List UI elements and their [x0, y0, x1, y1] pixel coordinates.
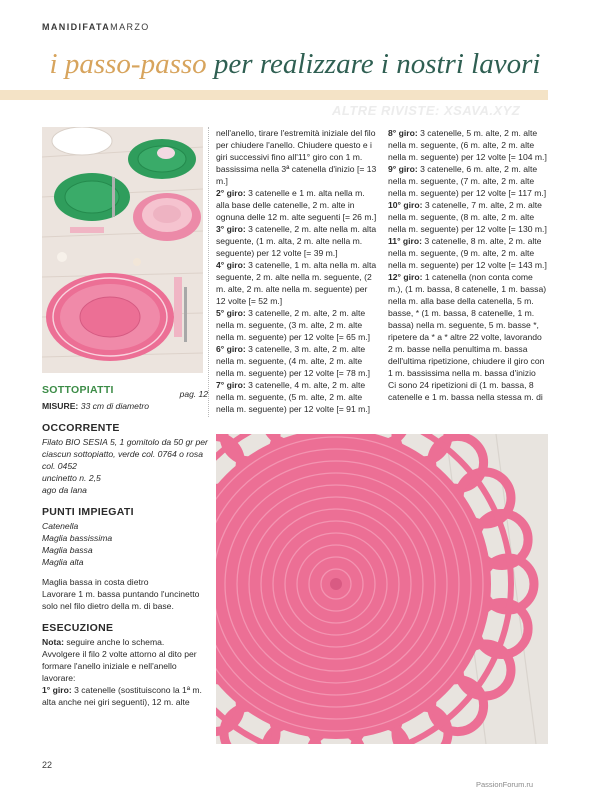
round-text: 3 catenelle (sostituiscono la 1ª m. alta anche nei giri seguenti), 12 m. alte: [42, 685, 202, 707]
occorrente-line: ago da lana: [42, 485, 87, 495]
column-divider: [208, 127, 209, 417]
round-text: 3 catenelle, 3 m. alte, 2 m. alte nella m. seguente, (4 m. alte, 2 m. alte nella m. seguente) per 12 volte [= 78 m.]: [216, 344, 371, 378]
round-label: 3° giro:: [216, 224, 246, 234]
round-text: 3 catenelle e 1 m. alta nella m. alla base delle catenelle, 2 m. alte in ognuna delle 12 m. alte seguenti [= 26 m.]: [216, 188, 377, 222]
page-number: 22: [42, 760, 53, 770]
round-6: [216, 343, 379, 379]
round-text: 3 catenelle, 4 m. alte, 2 m. alte nella m. seguente, (5 m. alte, 2 m. alte nella m. seguente) per 12 volte [= 91 m.]: [216, 380, 371, 414]
round-label: 7° giro:: [216, 380, 246, 390]
round-label: 6° giro:: [216, 344, 246, 354]
instructions-column-right: [388, 127, 548, 403]
round-label: 1° giro:: [42, 685, 72, 695]
round-label: 11° giro:: [388, 236, 423, 246]
stitch-item: Maglia bassissima: [42, 533, 113, 543]
round-2: [216, 187, 379, 223]
esecuzione-title: ESECUZIONE: [42, 622, 114, 634]
occorrente-line: Filato BIO SESIA 5, 1 gomitolo da 50 gr per ciascun sottopiatto, verde col. 0764 o rosa col. 0452: [42, 437, 208, 471]
project-title: SOTTOPIATTI: [42, 384, 114, 396]
instructions-intro: nell'anello, tirare l'estremità iniziale del filo per chiudere l'anello. Chiudere questo e i giri successivi fino all'11° giro con 1 m. bassissima nella 3ª catenella d'inizio [= 13 m.]: [216, 128, 377, 186]
occorrente-line: uncinetto n. 2,5: [42, 473, 101, 483]
punti-title: PUNTI IMPIEGATI: [42, 506, 134, 518]
table-setting-illustration: [42, 127, 203, 373]
brand-month: MARZO: [110, 22, 150, 32]
round-label: 12° giro:: [388, 272, 423, 282]
round-5: [216, 307, 379, 343]
stitch-item: Catenella: [42, 521, 79, 531]
pink-doily-photo: [216, 434, 548, 744]
page-reference: pag. 12: [179, 389, 208, 399]
round-1: [42, 684, 208, 708]
stitch-item: Maglia bassa: [42, 545, 93, 555]
note-text: seguire anche lo schema.: [63, 637, 165, 647]
round-7: [216, 379, 379, 415]
headline-rest: per realizzare i nostri lavori: [206, 48, 541, 80]
round-text: 3 catenelle, 1 m. alta nella m. alta seguente, 2 m. alte nella m. seguente, (2 m. alte, 2 m. alte nella m. seguente) per 12 volte [= 52 m.]: [216, 260, 377, 306]
note-label: Nota:: [42, 637, 64, 647]
costa-text: Lavorare 1 m. bassa puntando l'uncinetto solo nel filo dietro della m. di base.: [42, 589, 200, 611]
brand-name: MANIDIFATA: [42, 22, 111, 32]
materials-column: [42, 384, 208, 708]
round-8: [388, 127, 548, 163]
round-text: 3 catenelle, 7 m. alte, 2 m. alte nella m. seguente, (8 m. alte, 2 m. alte nella m. seguente) per 12 volte [= 130 m.]: [388, 200, 547, 234]
occorrente-title: OCCORRENTE: [42, 422, 120, 434]
measurements: [42, 400, 208, 412]
pink-doily-illustration: [216, 434, 548, 744]
round-10: [388, 199, 548, 235]
esecuzione-text: Avvolgere il filo 2 volte attorno al dito per formare l'anello iniziale e nell'anello lavorare:: [42, 649, 197, 683]
headline-band: [0, 90, 548, 100]
round-label: 10° giro:: [388, 200, 423, 210]
page-headline: [0, 48, 590, 81]
stitch-item: Maglia alta: [42, 557, 84, 567]
measure-value: 33 cm di diametro: [80, 401, 149, 411]
round-3: [216, 223, 379, 259]
watermark: ALTRE RIVISTE: XSAVA.XYZ: [332, 103, 521, 118]
headline-accent: i passo-passo: [49, 48, 207, 80]
magazine-brand: [42, 22, 150, 32]
round-9: [388, 163, 548, 199]
site-watermark: PassionForum.ru: [476, 780, 534, 789]
instructions-tail: Ci sono 24 ripetizioni di (1 m. bassa, 8 catenelle e 1 m. bassa nella stessa m. di: [388, 380, 543, 402]
round-label: 8° giro:: [388, 128, 418, 138]
round-12: [388, 271, 548, 379]
note: [42, 636, 208, 648]
measure-label: MISURE:: [42, 401, 79, 411]
round-text: 3 catenelle, 5 m. alte, 2 m. alte nella m. seguente, (6 m. alte, 2 m. alte nella m. seguente) per 12 volte [= 104 m.]: [388, 128, 547, 162]
round-label: 2° giro:: [216, 188, 246, 198]
round-text: 1 catenella (non conta come m.), (1 m. bassa, 8 catenelle, 1 m. bassa) nella m. alla base della catenella, 5 m. basse, * (1 m. bassa, 8 catenelle, 1 m. bassa) nella m. seguente, 5 m. basse *, ripetere da * a * altre 22 volte, lavorando 2 m. basse nella penultima m. bassa dell'ultima ripetizione, chiudere il giro con 1 m. bassissima nella m. bassa d'inizio: [388, 272, 547, 378]
round-text: 3 catenelle, 8 m. alte, 2 m. alte nella m. seguente, (9 m. alte, 2 m. alte nella m. seguente) per 12 volte [= 143 m.]: [388, 236, 547, 270]
instructions-column-middle: [216, 127, 379, 415]
costa-title: Maglia bassa in costa dietro: [42, 577, 149, 587]
round-11: [388, 235, 548, 271]
round-label: 9° giro:: [388, 164, 418, 174]
table-setting-photo: [42, 127, 203, 373]
round-text: 3 catenelle, 6 m. alte, 2 m. alte nella m. seguente, (7 m. alte, 2 m. alte nella m. seguente) per 12 volte [= 117 m.]: [388, 164, 547, 198]
round-label: 4° giro:: [216, 260, 246, 270]
round-text: 3 catenelle, 2 m. alte, 2 m. alte nella m. seguente, (3 m. alte, 2 m. alte nella m. seguente) per 12 volte [= 65 m.]: [216, 308, 371, 342]
round-4: [216, 259, 379, 307]
round-label: 5° giro:: [216, 308, 246, 318]
round-text: 3 catenelle, 2 m. alte nella m. alta seguente, (1 m. alta, 2 m. alte nella m. seguente) per 12 volte [= 39 m.]: [216, 224, 377, 258]
